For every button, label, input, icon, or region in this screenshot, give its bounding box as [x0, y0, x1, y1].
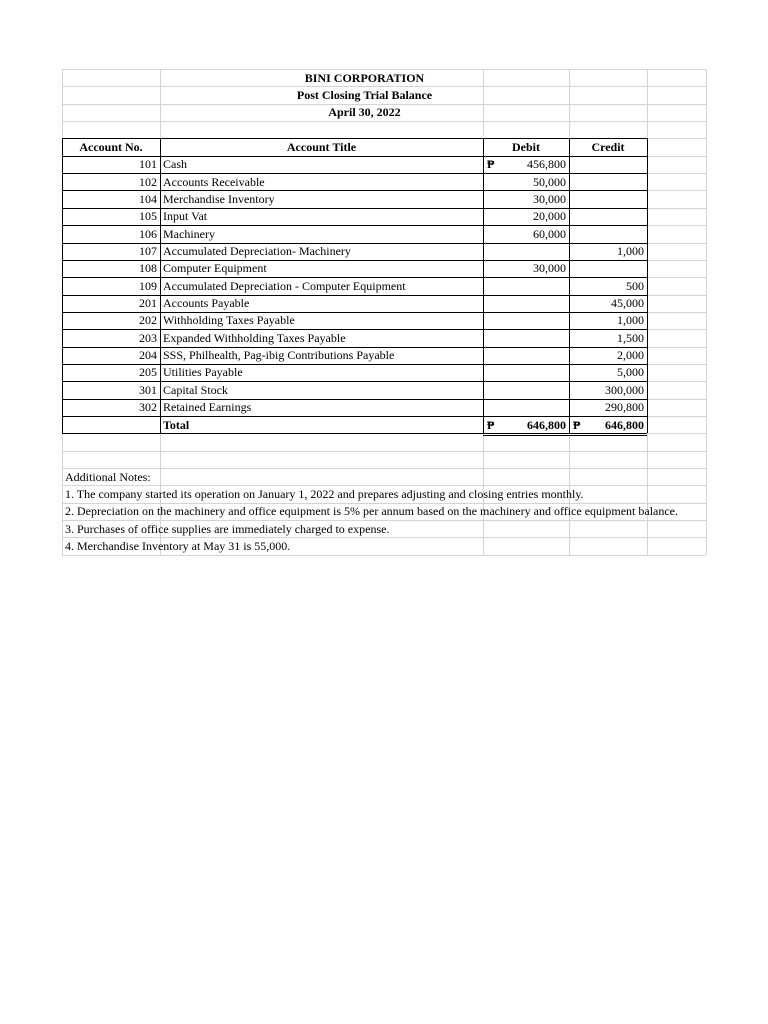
- account-title-cell: Computer Equipment: [163, 261, 267, 276]
- gridline-horizontal: [62, 468, 706, 469]
- account-title-cell: Merchandise Inventory: [163, 191, 275, 206]
- company-name: BINI CORPORATION: [304, 70, 425, 85]
- gridline-horizontal: [62, 555, 706, 556]
- total-label: Total: [163, 417, 190, 432]
- account-title-cell: Expanded Withholding Taxes Payable: [163, 330, 346, 345]
- report-date: April 30, 2022: [328, 105, 401, 120]
- account-no-cell: 105: [139, 209, 157, 224]
- column-header-account-no: Account No.: [79, 139, 143, 154]
- account-title-cell: Capital Stock: [163, 382, 228, 397]
- table-border-vertical: [647, 138, 648, 433]
- table-border-horizontal: [62, 225, 647, 226]
- peso-sign-total-credit: ₱: [573, 417, 581, 432]
- credit-cell: 290,800: [605, 400, 644, 415]
- table-border-vertical: [62, 138, 63, 433]
- account-title-cell: Input Vat: [163, 209, 208, 224]
- account-no-cell: 203: [139, 330, 157, 345]
- debit-cell: 30,000: [533, 261, 566, 276]
- table-border-horizontal: [62, 347, 647, 348]
- account-title-cell: SSS, Philhealth, Pag-ibig Contributions Payable: [163, 348, 395, 363]
- credit-cell: 5,000: [617, 365, 644, 380]
- account-no-cell: 302: [139, 400, 157, 415]
- account-title-cell: Accounts Payable: [163, 296, 250, 311]
- gridline-horizontal: [62, 121, 706, 122]
- table-border-horizontal: [62, 329, 647, 330]
- table-border-horizontal: [62, 312, 647, 313]
- note-item: 3. Purchases of office supplies are immediately charged to expense.: [65, 521, 390, 536]
- table-border-horizontal: [62, 243, 647, 244]
- account-title-cell: Utilities Payable: [163, 365, 243, 380]
- total-credit: 646,800: [605, 417, 644, 432]
- table-border-horizontal: [62, 433, 647, 434]
- peso-sign-total-debit: ₱: [487, 417, 495, 432]
- table-border-horizontal: [62, 138, 647, 139]
- account-no-cell: 104: [139, 191, 157, 206]
- table-border-horizontal: [62, 260, 647, 261]
- account-title-cell: Accounts Receivable: [163, 174, 265, 189]
- notes-heading: Additional Notes:: [65, 469, 151, 484]
- table-border-horizontal: [62, 416, 647, 417]
- column-header-account-title: Account Title: [286, 139, 357, 154]
- table-border-horizontal: [62, 208, 647, 209]
- credit-cell: 1,000: [617, 313, 644, 328]
- credit-cell: 2,000: [617, 348, 644, 363]
- credit-cell: 1,500: [617, 330, 644, 345]
- table-border-horizontal: [62, 364, 647, 365]
- account-no-cell: 301: [139, 382, 157, 397]
- table-border-horizontal: [62, 190, 647, 191]
- debit-cell: 20,000: [533, 209, 566, 224]
- credit-cell: 1,000: [617, 244, 644, 258]
- gridline-horizontal: [62, 451, 706, 452]
- account-title-cell: Accumulated Depreciation- Machinery: [163, 244, 351, 258]
- debit-cell: 60,000: [533, 226, 566, 241]
- account-no-cell: 102: [139, 174, 157, 189]
- table-border-vertical: [569, 138, 570, 433]
- account-no-cell: 204: [139, 348, 157, 363]
- spreadsheet-page: [62, 69, 706, 561]
- credit-cell: 45,000: [611, 296, 644, 311]
- table-border-horizontal: [62, 399, 647, 400]
- account-no-cell: 109: [139, 278, 157, 293]
- account-title-cell: Withholding Taxes Payable: [163, 313, 295, 328]
- debit-cell: 50,000: [533, 174, 566, 189]
- account-no-cell: 202: [139, 313, 157, 328]
- debit-cell: 456,800: [527, 157, 566, 172]
- note-item: 2. Depreciation on the machinery and office equipment is 5% per annum based on the machinery and office equipment balance.: [65, 504, 679, 519]
- table-border-horizontal: [62, 295, 647, 296]
- column-header-credit: Credit: [591, 139, 625, 154]
- table-border-horizontal: [62, 381, 647, 382]
- debit-cell: 30,000: [533, 191, 566, 206]
- credit-cell: 500: [626, 278, 644, 293]
- note-item: 4. Merchandise Inventory at May 31 is 55,000.: [65, 538, 291, 553]
- peso-sign-cash: ₱: [487, 157, 495, 172]
- table-border-vertical: [483, 138, 484, 433]
- column-header-debit: Debit: [512, 139, 540, 154]
- table-border-horizontal: [62, 277, 647, 278]
- note-item: 1. The company started its operation on January 1, 2022 and prepares adjusting and closing entries monthly.: [65, 486, 584, 501]
- account-no-cell: 201: [139, 296, 157, 311]
- account-title-cell: Machinery: [163, 226, 215, 241]
- total-debit: 646,800: [527, 417, 566, 432]
- table-border-vertical: [160, 138, 161, 433]
- account-title-cell: Accumulated Depreciation - Computer Equipment: [163, 278, 406, 293]
- account-no-cell: 107: [139, 244, 157, 258]
- account-title-cell: Retained Earnings: [163, 400, 252, 415]
- table-border-horizontal: [62, 173, 647, 174]
- account-title-cell: Cash: [163, 157, 187, 172]
- account-no-cell: 106: [139, 226, 157, 241]
- account-no-cell: 205: [139, 365, 157, 380]
- table-border-horizontal: [62, 156, 647, 157]
- report-title: Post Closing Trial Balance: [296, 87, 433, 102]
- account-no-cell: 101: [139, 157, 157, 172]
- total-double-underline: [483, 435, 647, 436]
- credit-cell: 300,000: [605, 382, 644, 397]
- account-no-cell: 108: [139, 261, 157, 276]
- gridline-vertical: [706, 69, 707, 555]
